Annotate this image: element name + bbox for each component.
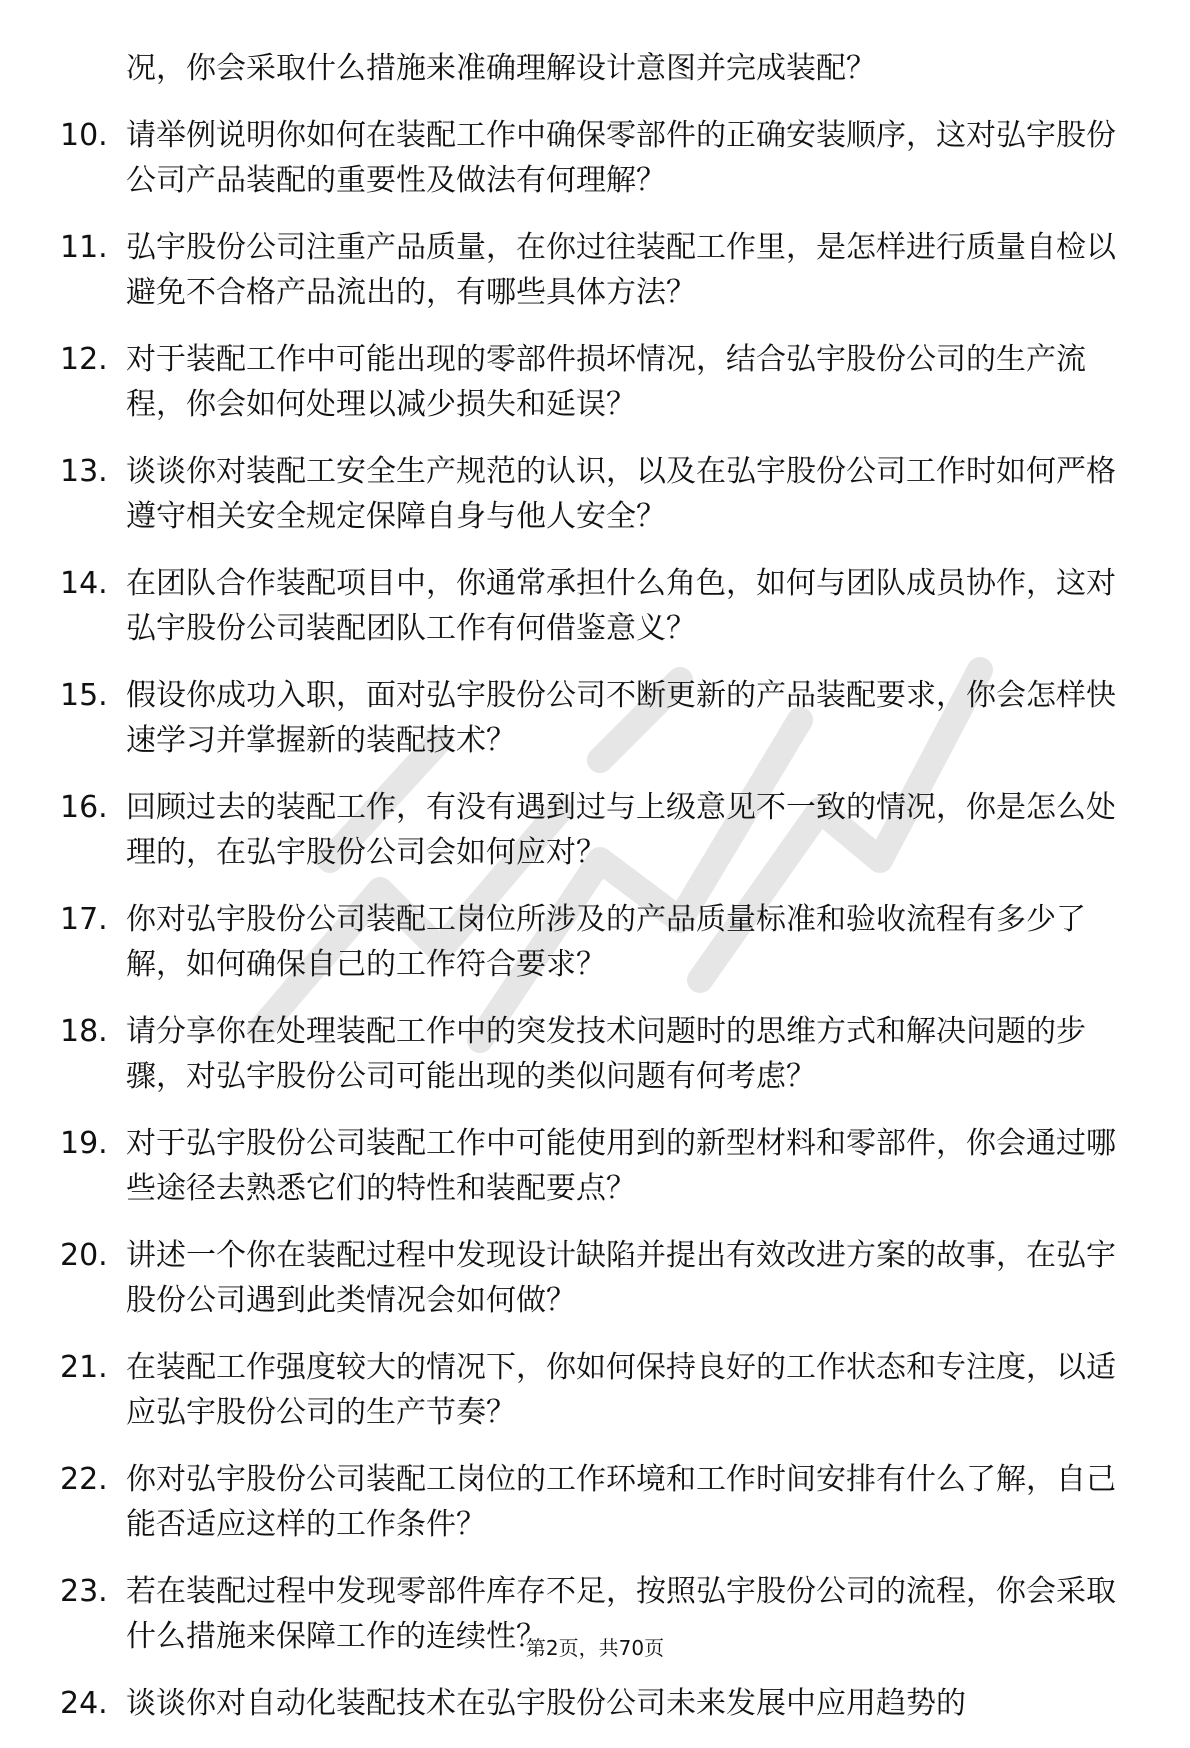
question-text: 在装配工作强度较大的情况下，你如何保持良好的工作状态和专注度，以适应弘宇股份公司的生产节奏？	[126, 1350, 1116, 1430]
continued-question-text: 况，你会采取什么措施来准确理解设计意图并完成装配？	[126, 51, 876, 86]
question-item	[60, 673, 1120, 763]
question-item	[60, 1457, 1120, 1547]
question-text: 谈谈你对装配工安全生产规范的认识，以及在弘宇股份公司工作时如何严格遵守相关安全规定保障自身与他人安全？	[126, 454, 1116, 534]
question-number: 23.	[60, 1574, 108, 1609]
question-text: 假设你成功入职，面对弘宇股份公司不断更新的产品装配要求，你会怎样快速学习并掌握新的装配技术？	[126, 678, 1116, 758]
question-number: 16.	[60, 790, 108, 825]
question-text: 回顾过去的装配工作，有没有遇到过与上级意见不一致的情况，你是怎么处理的，在弘宇股份公司会如何应对？	[126, 790, 1116, 870]
question-number: 17.	[60, 902, 108, 937]
question-item	[60, 449, 1120, 539]
question-item	[60, 561, 1120, 651]
question-number: 15.	[60, 678, 108, 713]
question-number: 10.	[60, 118, 108, 153]
question-item	[60, 1233, 1120, 1323]
question-item	[60, 1681, 1120, 1726]
question-item	[60, 785, 1120, 875]
question-item	[60, 1345, 1120, 1435]
question-item	[60, 1121, 1120, 1211]
question-list	[60, 46, 1120, 1748]
question-text: 你对弘宇股份公司装配工岗位所涉及的产品质量标准和验收流程有多少了解，如何确保自己的工作符合要求？	[126, 902, 1086, 982]
question-number: 18.	[60, 1014, 108, 1049]
question-text: 弘宇股份公司注重产品质量，在你过往装配工作里，是怎样进行质量自检以避免不合格产品流出的，有哪些具体方法？	[126, 230, 1116, 310]
question-number: 21.	[60, 1350, 108, 1385]
question-text: 请举例说明你如何在装配工作中确保零部件的正确安装顺序，这对弘宇股份公司产品装配的重要性及做法有何理解？	[126, 118, 1116, 198]
question-text: 谈谈你对自动化装配技术在弘宇股份公司未来发展中应用趋势的	[126, 1686, 966, 1721]
question-number: 24.	[60, 1686, 108, 1721]
question-number: 12.	[60, 342, 108, 377]
question-item	[60, 1009, 1120, 1099]
question-text: 对于弘宇股份公司装配工作中可能使用到的新型材料和零部件，你会通过哪些途径去熟悉它们的特性和装配要点？	[126, 1126, 1116, 1206]
question-text: 请分享你在处理装配工作中的突发技术问题时的思维方式和解决问题的步骤，对弘宇股份公司可能出现的类似问题有何考虑？	[126, 1014, 1086, 1094]
question-item	[60, 337, 1120, 427]
question-number: 14.	[60, 566, 108, 601]
question-text: 对于装配工作中可能出现的零部件损坏情况，结合弘宇股份公司的生产流程，你会如何处理以减少损失和延误？	[126, 342, 1086, 422]
question-text: 你对弘宇股份公司装配工岗位的工作环境和工作时间安排有什么了解，自己能否适应这样的工作条件？	[126, 1462, 1116, 1542]
question-number: 22.	[60, 1462, 108, 1497]
question-number: 19.	[60, 1126, 108, 1161]
question-number: 20.	[60, 1238, 108, 1273]
question-item	[60, 897, 1120, 987]
question-text: 在团队合作装配项目中，你通常承担什么角色，如何与团队成员协作，这对弘宇股份公司装配团队工作有何借鉴意义？	[126, 566, 1116, 646]
question-item	[60, 113, 1120, 203]
question-number: 13.	[60, 454, 108, 489]
page-footer: 第2页，共70页	[525, 1636, 665, 1660]
question-item	[60, 225, 1120, 315]
question-number: 11.	[60, 230, 108, 265]
question-text: 讲述一个你在装配过程中发现设计缺陷并提出有效改进方案的故事，在弘宇股份公司遇到此类情况会如何做？	[126, 1238, 1116, 1318]
question-text: 若在装配过程中发现零部件库存不足，按照弘宇股份公司的流程，你会采取什么措施来保障工作的连续性？	[126, 1574, 1116, 1654]
